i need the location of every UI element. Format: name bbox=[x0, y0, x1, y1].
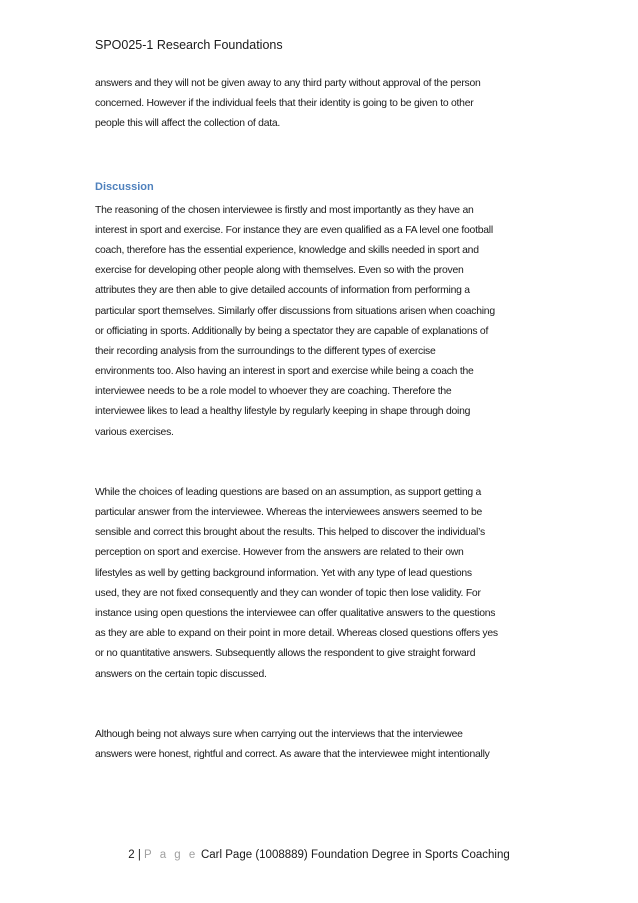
text-line: instance using open questions the interviewee can offer qualitative answers to the questions bbox=[95, 607, 496, 619]
text-line: While the choices of leading questions are based on an assumption, as support getting a bbox=[95, 486, 482, 498]
intro-paragraph bbox=[95, 74, 543, 135]
text-line: attributes they are then able to give detailed accounts of information from performing a bbox=[95, 285, 470, 297]
page-footer bbox=[0, 849, 638, 861]
text-line: as they are able to expand on their point in more detail. Whereas closed questions offers yes bbox=[95, 628, 498, 640]
text-line: particular answer from the interviewee. Whereas the interviewees answers seemed to be bbox=[95, 507, 483, 518]
text-line: The reasoning of the chosen interviewee is firstly and most importantly as they have an bbox=[95, 204, 474, 216]
discussion-paragraph-3 bbox=[95, 725, 543, 765]
text-line: various exercises. bbox=[95, 426, 174, 438]
discussion-heading: Discussion bbox=[95, 180, 154, 193]
text-line: interviewee needs to be a role model to whoever they are coaching. Therefore the bbox=[95, 386, 452, 398]
text-line: coach, therefore has the essential experience, knowledge and skills needed in sport and bbox=[95, 244, 479, 256]
text-line: Although being not always sure when carrying out the interviews that the interviewee bbox=[95, 728, 463, 740]
text-line: answers and they will not be given away to any third party without approval of the person bbox=[95, 78, 481, 89]
discussion-paragraph-1 bbox=[95, 201, 543, 443]
text-line: answers were honest, rightful and correct. As aware that the interviewee might intentionally bbox=[95, 748, 490, 760]
text-line: answers on the certain topic discussed. bbox=[95, 668, 267, 680]
text-line: perception on sport and exercise. However from the answers are related to their own bbox=[95, 547, 464, 559]
text-line: or no quantitative answers. Subsequently allows the respondent to give straight forward bbox=[95, 648, 476, 660]
text-line: lifestyles as well by getting background information. Yet with any type of lead questions bbox=[95, 567, 472, 579]
page-number: 2 bbox=[128, 849, 135, 861]
text-line: particular sport themselves. Similarly offer discussions from situations arisen when coaching bbox=[95, 305, 495, 317]
text-line: their recording analysis from the surroundings to the different types of exercise bbox=[95, 345, 436, 357]
text-line: or officiating in sports. Additionally by being a spectator they are capable of explanations of bbox=[95, 325, 489, 337]
text-line: exercise for developing other people along with themselves. Even so with the proven bbox=[95, 265, 464, 277]
footer-separator: | bbox=[137, 849, 141, 861]
text-line: interest in sport and exercise. For instance they are even qualified as a FA level one football bbox=[95, 224, 493, 236]
text-line: environments too. Also having an interest in sport and exercise while being a coach the bbox=[95, 366, 474, 378]
document-body bbox=[95, 74, 543, 765]
text-line: interviewee likes to lead a healthy lifestyle by regularly keeping in shape through doing bbox=[95, 406, 471, 418]
text-line: people this will affect the collection of data. bbox=[95, 118, 281, 130]
text-line: sensible and correct this brought about the results. This helped to discover the individual’s bbox=[95, 527, 485, 539]
page-header: SPO025-1 Research Foundations bbox=[95, 38, 283, 52]
footer-author-info: Carl Page (1008889) Foundation Degree in Sports Coaching bbox=[200, 849, 510, 861]
text-line: concerned. However if the individual feels that their identity is going to be given to other bbox=[95, 98, 474, 110]
page-word: P a g e bbox=[144, 849, 198, 861]
discussion-paragraph-2 bbox=[95, 483, 543, 685]
text-line: used, they are not fixed consequently and they can wonder of topic then lose validity. For bbox=[95, 587, 481, 599]
